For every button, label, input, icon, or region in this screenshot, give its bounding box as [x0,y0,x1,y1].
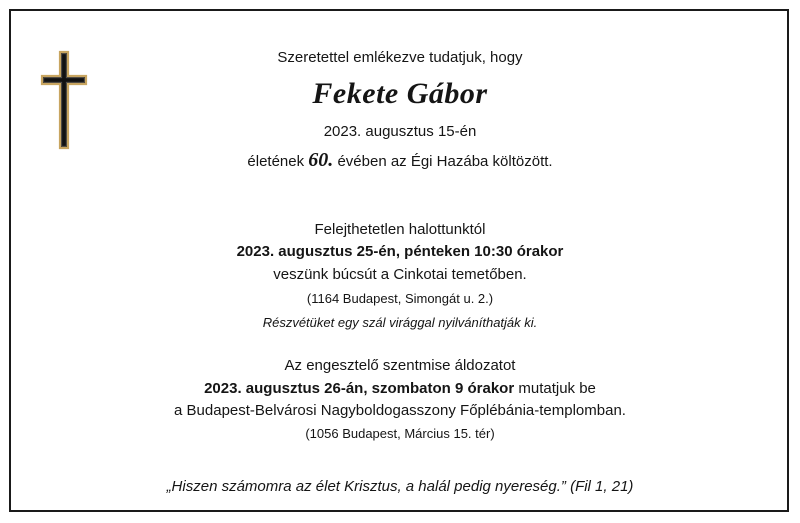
death-date: 2023. augusztus 15-én [323,123,477,140]
bible-quote: „Hiszen számomra az élet Krisztus, a halál pedig nyereség.” (Fil 1, 21) [166,478,634,495]
mass-after-datetime: mutatjuk be [514,380,596,397]
funeral-datetime: 2023. augusztus 25-én, pénteken 10:30 órakor [236,243,564,260]
funeral-intro: Felejthetetlen halottunktól [314,221,486,238]
intro-text: Szeretettel emlékezve tudatjuk, hogy [277,49,523,66]
age-after: évében az Égi Hazába költözött. [333,153,553,170]
age-line [0,148,800,174]
age-number: 60. [308,149,334,171]
funeral-note: Részvétüket egy szál virággal nyilváníthatják ki. [262,315,538,330]
mass-datetime-line [0,380,800,398]
deceased-name: Fekete Gábor [312,77,488,110]
funeral-place: veszünk búcsút a Cinkotai temetőben. [273,266,527,283]
funeral-address: (1164 Budapest, Simongát u. 2.) [306,291,494,306]
age-before: életének [247,153,309,170]
mass-place: a Budapest-Belvárosi Nagyboldogasszony Főplébánia-templomban. [174,402,626,419]
mass-address: (1056 Budapest, Március 15. tér) [305,426,495,441]
mass-datetime: 2023. augusztus 26-án, szombaton 9 órakor [204,380,515,397]
mass-intro: Az engesztelő szentmise áldozatot [284,357,516,374]
